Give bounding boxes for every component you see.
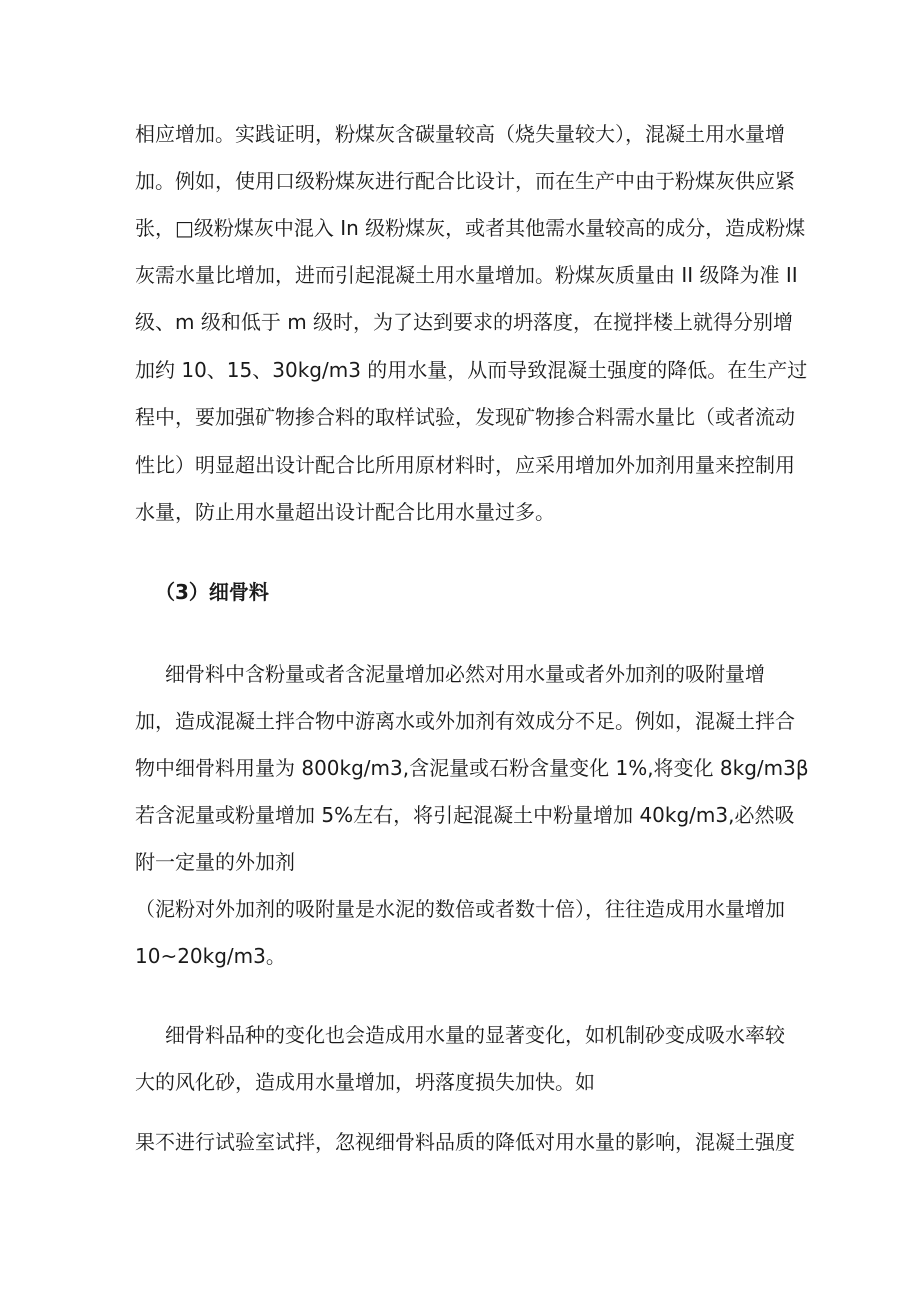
text-line: 加约 10、15、30kg/m3 的用水量，从而导致混凝土强度的降低。在生产过 bbox=[135, 358, 808, 382]
text-line: 物中细骨料用量为 800kg/m3,含泥量或石粉含量变化 1%,将变化 8kg/m3β bbox=[135, 756, 809, 780]
text-line: 灰需水量比增加，进而引起混凝土用水量增加。粉煤灰质量由 II 级降为准 II bbox=[135, 263, 798, 287]
text-line: 张，□级粉煤灰中混入 In 级粉煤灰，或者其他需水量较高的成分，造成粉煤 bbox=[135, 216, 806, 240]
text-line: 性比）明显超出设计配合比所用原材料时，应采用增加外加剂用量来控制用 bbox=[135, 453, 795, 477]
text-line: 大的风化砂，造成用水量增加，坍落度损失加快。如 bbox=[135, 1070, 595, 1094]
text-line: 附一定量的外加剂 bbox=[135, 850, 295, 874]
text-line: 水量，防止用水量超出设计配合比用水量过多。 bbox=[135, 500, 555, 524]
text-line: 程中，要加强矿物掺合料的取样试验，发现矿物掺合料需水量比（或者流动 bbox=[135, 405, 795, 429]
text-line: 加。例如，使用口级粉煤灰进行配合比设计，而在生产中由于粉煤灰供应紧 bbox=[135, 169, 795, 193]
text-line: 细骨料品种的变化也会造成用水量的显著变化，如机制砂变成吸水率较 bbox=[165, 1023, 785, 1047]
text-line: 10~20kg/m3。 bbox=[135, 944, 286, 968]
text-line: （泥粉对外加剂的吸附量是水泥的数倍或者数十倍），往往造成用水量增加 bbox=[135, 897, 785, 921]
text-line: 若含泥量或粉量增加 5%左右，将引起混凝土中粉量增加 40kg/m3,必然吸 bbox=[135, 803, 795, 827]
text-line: 级、m 级和低于 m 级时，为了达到要求的坍落度，在搅拌楼上就得分别增 bbox=[135, 310, 794, 334]
text-line: 果不进行试验室试拌，忽视细骨料品质的降低对用水量的影响，混凝土强度 bbox=[135, 1130, 795, 1154]
text-line: 细骨料中含粉量或者含泥量增加必然对用水量或者外加剂的吸附量增 bbox=[165, 662, 765, 686]
text-line: 相应增加。实践证明，粉煤灰含碳量较高（烧失量较大），混凝土用水量增 bbox=[135, 122, 785, 146]
section-heading: （3）细骨料 bbox=[155, 580, 269, 604]
text-line: 加，造成混凝土拌合物中游离水或外加剂有效成分不足。例如，混凝土拌合 bbox=[135, 709, 795, 733]
